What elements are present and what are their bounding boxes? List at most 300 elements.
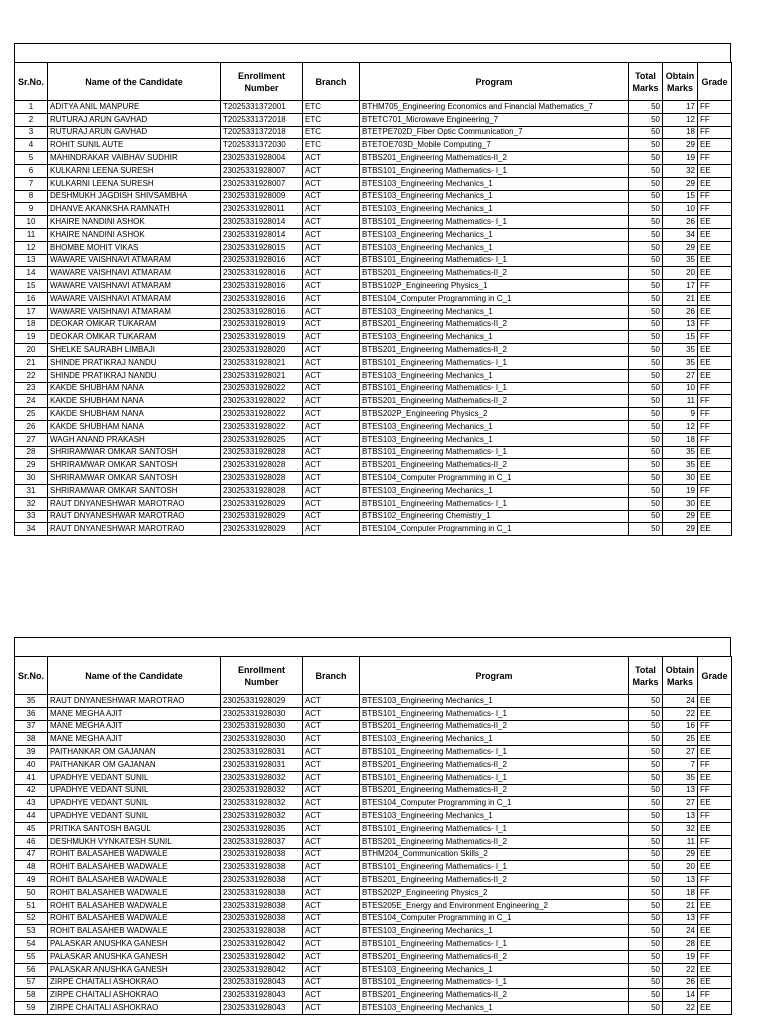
cell-obtain-marks: 25	[663, 733, 698, 746]
cell-program: BTES103_Engineering Mechanics_1	[360, 190, 629, 203]
cell-total-marks: 50	[629, 497, 663, 510]
cell-program: BTBS202P_Engineering Physics_2	[360, 886, 629, 899]
cell-sr-no: 13	[15, 254, 48, 267]
cell-program: BTBS201_Engineering Mathematics-II_2	[360, 318, 629, 331]
cell-total-marks: 50	[629, 113, 663, 126]
cell-branch: ACT	[303, 228, 360, 241]
cell-name: RAUT DNYANESHWAR MAROTRAO	[48, 497, 221, 510]
header-row	[15, 63, 732, 101]
cell-grade: FF	[698, 113, 732, 126]
cell-program: BTBS101_Engineering Mathematics- I_1	[360, 861, 629, 874]
cell-total-marks: 50	[629, 874, 663, 887]
cell-enrollment: 23025331928043	[221, 1002, 303, 1015]
cell-name: SHRIRAMWAR OMKAR SANTOSH	[48, 484, 221, 497]
table-row	[15, 356, 732, 369]
cell-name: DESHMUKH VYNKATESH SUNIL	[48, 835, 221, 848]
cell-branch: ACT	[303, 497, 360, 510]
cell-total-marks: 50	[629, 331, 663, 344]
sheet-title-bar	[14, 43, 731, 62]
cell-program: BTBS101_Engineering Mathematics- I_1	[360, 822, 629, 835]
cell-grade: EE	[698, 797, 732, 810]
cell-total-marks: 50	[629, 382, 663, 395]
cell-grade: EE	[698, 976, 732, 989]
table-row	[15, 241, 732, 254]
cell-total-marks: 50	[629, 835, 663, 848]
results-table	[14, 656, 732, 1015]
cell-enrollment: 23025331928042	[221, 938, 303, 951]
table-row	[15, 963, 732, 976]
cell-obtain-marks: 35	[663, 771, 698, 784]
results-table	[14, 62, 732, 536]
cell-sr-no: 4	[15, 139, 48, 152]
cell-grade: EE	[698, 938, 732, 951]
cell-obtain-marks: 34	[663, 228, 698, 241]
cell-sr-no: 30	[15, 472, 48, 485]
cell-name: DEOKAR OMKAR TUKARAM	[48, 331, 221, 344]
cell-sr-no: 6	[15, 164, 48, 177]
cell-branch: ACT	[303, 152, 360, 165]
cell-obtain-marks: 17	[663, 280, 698, 293]
cell-total-marks: 50	[629, 177, 663, 190]
col-total-marks: Total Marks	[629, 657, 663, 695]
table-row	[15, 835, 732, 848]
cell-obtain-marks: 30	[663, 497, 698, 510]
cell-enrollment: 23025331928028	[221, 446, 303, 459]
cell-program: BTBS201_Engineering Mathematics-II_2	[360, 989, 629, 1002]
cell-enrollment: T2025331372018	[221, 113, 303, 126]
cell-total-marks: 50	[629, 963, 663, 976]
cell-total-marks: 50	[629, 446, 663, 459]
cell-branch: ACT	[303, 886, 360, 899]
table-row	[15, 472, 732, 485]
cell-grade: EE	[698, 733, 732, 746]
cell-obtain-marks: 7	[663, 758, 698, 771]
table-row	[15, 950, 732, 963]
cell-obtain-marks: 20	[663, 861, 698, 874]
cell-sr-no: 9	[15, 203, 48, 216]
cell-total-marks: 50	[629, 758, 663, 771]
cell-obtain-marks: 12	[663, 113, 698, 126]
cell-grade: FF	[698, 152, 732, 165]
cell-grade: EE	[698, 899, 732, 912]
cell-grade: FF	[698, 382, 732, 395]
cell-grade: FF	[698, 950, 732, 963]
cell-enrollment: 23025331928016	[221, 292, 303, 305]
cell-program: BTBS202P_Engineering Physics_2	[360, 408, 629, 421]
table-row	[15, 254, 732, 267]
table-row	[15, 126, 732, 139]
cell-program: BTBS201_Engineering Mathematics-II_2	[360, 874, 629, 887]
cell-total-marks: 50	[629, 746, 663, 759]
cell-grade: EE	[698, 459, 732, 472]
cell-enrollment: 23025331928022	[221, 420, 303, 433]
cell-grade: EE	[698, 861, 732, 874]
table-row	[15, 446, 732, 459]
cell-enrollment: 23025331928009	[221, 190, 303, 203]
cell-obtain-marks: 15	[663, 190, 698, 203]
cell-obtain-marks: 18	[663, 126, 698, 139]
cell-sr-no: 59	[15, 1002, 48, 1015]
cell-program: BTHM705_Engineering Economics and Financial Mathematics_7	[360, 101, 629, 114]
cell-branch: ACT	[303, 707, 360, 720]
cell-grade: FF	[698, 318, 732, 331]
cell-obtain-marks: 19	[663, 152, 698, 165]
table-row	[15, 395, 732, 408]
cell-grade: FF	[698, 758, 732, 771]
cell-enrollment: 23025331928032	[221, 784, 303, 797]
cell-obtain-marks: 13	[663, 874, 698, 887]
cell-name: KAKDE SHUBHAM NANA	[48, 382, 221, 395]
cell-total-marks: 50	[629, 797, 663, 810]
table-row	[15, 912, 732, 925]
cell-obtain-marks: 28	[663, 938, 698, 951]
cell-total-marks: 50	[629, 523, 663, 536]
cell-program: BTES103_Engineering Mechanics_1	[360, 177, 629, 190]
cell-name: KHAIRE NANDINI ASHOK	[48, 216, 221, 229]
cell-name: WAWARE VAISHNAVI ATMARAM	[48, 254, 221, 267]
col-branch: Branch	[303, 657, 360, 695]
table-row	[15, 861, 732, 874]
cell-enrollment: 23025331928038	[221, 912, 303, 925]
cell-name: UPADHYE VEDANT SUNIL	[48, 810, 221, 823]
cell-grade: EE	[698, 267, 732, 280]
cell-obtain-marks: 27	[663, 797, 698, 810]
cell-enrollment: 23025331928007	[221, 177, 303, 190]
col-branch: Branch	[303, 63, 360, 101]
cell-obtain-marks: 20	[663, 267, 698, 280]
cell-grade: FF	[698, 810, 732, 823]
cell-program: BTBS201_Engineering Mathematics-II_2	[360, 950, 629, 963]
table-row	[15, 420, 732, 433]
col-grade: Grade	[698, 63, 732, 101]
cell-branch: ACT	[303, 720, 360, 733]
cell-program: BTBS201_Engineering Mathematics-II_2	[360, 267, 629, 280]
cell-enrollment: 23025331928030	[221, 707, 303, 720]
cell-total-marks: 50	[629, 318, 663, 331]
cell-obtain-marks: 22	[663, 707, 698, 720]
cell-program: BTBS101_Engineering Mathematics- I_1	[360, 938, 629, 951]
cell-branch: ACT	[303, 433, 360, 446]
table-row	[15, 139, 732, 152]
table-row	[15, 822, 732, 835]
cell-sr-no: 58	[15, 989, 48, 1002]
col-enrollment: Enrollment Number	[221, 63, 303, 101]
cell-branch: ACT	[303, 810, 360, 823]
cell-enrollment: 23025331928021	[221, 356, 303, 369]
table-row	[15, 989, 732, 1002]
cell-grade: EE	[698, 344, 732, 357]
cell-branch: ACT	[303, 976, 360, 989]
cell-branch: ACT	[303, 331, 360, 344]
cell-branch: ACT	[303, 446, 360, 459]
cell-branch: ACT	[303, 797, 360, 810]
cell-enrollment: 23025331928031	[221, 758, 303, 771]
cell-obtain-marks: 11	[663, 835, 698, 848]
cell-obtain-marks: 14	[663, 989, 698, 1002]
cell-total-marks: 50	[629, 510, 663, 523]
cell-enrollment: 23025331928043	[221, 976, 303, 989]
cell-name: MANE MEGHA AJIT	[48, 720, 221, 733]
cell-enrollment: 23025331928016	[221, 254, 303, 267]
cell-branch: ACT	[303, 241, 360, 254]
table-row	[15, 810, 732, 823]
cell-name: SHRIRAMWAR OMKAR SANTOSH	[48, 446, 221, 459]
cell-name: PRITIKA SANTOSH BAGUL	[48, 822, 221, 835]
cell-grade: EE	[698, 510, 732, 523]
cell-total-marks: 50	[629, 369, 663, 382]
cell-sr-no: 16	[15, 292, 48, 305]
cell-enrollment: 23025331928022	[221, 395, 303, 408]
cell-grade: EE	[698, 254, 732, 267]
cell-branch: ACT	[303, 164, 360, 177]
cell-sr-no: 1	[15, 101, 48, 114]
cell-program: BTBS102P_Engineering Physics_1	[360, 280, 629, 293]
cell-grade: EE	[698, 472, 732, 485]
cell-program: BTES103_Engineering Mechanics_1	[360, 925, 629, 938]
cell-name: PALASKAR ANUSHKA GANESH	[48, 963, 221, 976]
cell-name: SHRIRAMWAR OMKAR SANTOSH	[48, 472, 221, 485]
cell-grade: EE	[698, 356, 732, 369]
cell-grade: EE	[698, 523, 732, 536]
cell-total-marks: 50	[629, 720, 663, 733]
cell-enrollment: 23025331928028	[221, 484, 303, 497]
cell-grade: FF	[698, 484, 732, 497]
table-row	[15, 784, 732, 797]
table-row	[15, 228, 732, 241]
cell-name: ROHIT BALASAHEB WADWALE	[48, 848, 221, 861]
cell-name: PALASKAR ANUSHKA GANESH	[48, 950, 221, 963]
cell-total-marks: 50	[629, 280, 663, 293]
cell-sr-no: 5	[15, 152, 48, 165]
cell-sr-no: 8	[15, 190, 48, 203]
cell-obtain-marks: 29	[663, 523, 698, 536]
cell-sr-no: 53	[15, 925, 48, 938]
cell-branch: ACT	[303, 1002, 360, 1015]
cell-grade: EE	[698, 292, 732, 305]
cell-obtain-marks: 12	[663, 420, 698, 433]
cell-program: BTBS101_Engineering Mathematics- I_1	[360, 356, 629, 369]
cell-enrollment: 23025331928025	[221, 433, 303, 446]
cell-obtain-marks: 30	[663, 472, 698, 485]
cell-enrollment: 23025331928028	[221, 472, 303, 485]
cell-sr-no: 21	[15, 356, 48, 369]
cell-enrollment: 23025331928011	[221, 203, 303, 216]
cell-sr-no: 40	[15, 758, 48, 771]
cell-name: PAITHANKAR OM GAJANAN	[48, 746, 221, 759]
cell-total-marks: 50	[629, 420, 663, 433]
cell-name: SHELKE SAURABH LIMBAJI	[48, 344, 221, 357]
cell-branch: ACT	[303, 925, 360, 938]
cell-sr-no: 19	[15, 331, 48, 344]
cell-obtain-marks: 29	[663, 177, 698, 190]
cell-program: BTES103_Engineering Mechanics_1	[360, 241, 629, 254]
cell-obtain-marks: 19	[663, 484, 698, 497]
table-row	[15, 1002, 732, 1015]
cell-enrollment: 23025331928016	[221, 267, 303, 280]
cell-sr-no: 32	[15, 497, 48, 510]
cell-sr-no: 42	[15, 784, 48, 797]
cell-name: UPADHYE VEDANT SUNIL	[48, 771, 221, 784]
cell-sr-no: 12	[15, 241, 48, 254]
cell-total-marks: 50	[629, 810, 663, 823]
table-row	[15, 484, 732, 497]
cell-grade: EE	[698, 228, 732, 241]
cell-branch: ACT	[303, 758, 360, 771]
cell-obtain-marks: 29	[663, 139, 698, 152]
cell-total-marks: 50	[629, 989, 663, 1002]
cell-enrollment: 23025331928022	[221, 382, 303, 395]
cell-sr-no: 24	[15, 395, 48, 408]
cell-total-marks: 50	[629, 925, 663, 938]
cell-grade: FF	[698, 886, 732, 899]
cell-grade: FF	[698, 784, 732, 797]
cell-name: MAHINDRAKAR VAIBHAV SUDHIR	[48, 152, 221, 165]
cell-branch: ACT	[303, 733, 360, 746]
cell-sr-no: 50	[15, 886, 48, 899]
cell-total-marks: 50	[629, 408, 663, 421]
cell-sr-no: 2	[15, 113, 48, 126]
cell-total-marks: 50	[629, 472, 663, 485]
cell-sr-no: 47	[15, 848, 48, 861]
cell-sr-no: 35	[15, 695, 48, 708]
col-name: Name of the Candidate	[48, 63, 221, 101]
cell-total-marks: 50	[629, 695, 663, 708]
cell-obtain-marks: 32	[663, 164, 698, 177]
cell-total-marks: 50	[629, 848, 663, 861]
cell-enrollment: 23025331928038	[221, 848, 303, 861]
cell-sr-no: 37	[15, 720, 48, 733]
cell-program: BTES104_Computer Programming in C_1	[360, 797, 629, 810]
cell-name: ROHIT BALASAHEB WADWALE	[48, 925, 221, 938]
table-row	[15, 758, 732, 771]
cell-obtain-marks: 10	[663, 203, 698, 216]
cell-enrollment: 23025331928032	[221, 810, 303, 823]
cell-branch: ACT	[303, 459, 360, 472]
cell-obtain-marks: 17	[663, 101, 698, 114]
cell-grade: EE	[698, 241, 732, 254]
cell-program: BTBS101_Engineering Mathematics- I_1	[360, 497, 629, 510]
table-row	[15, 720, 732, 733]
cell-total-marks: 50	[629, 484, 663, 497]
cell-grade: FF	[698, 331, 732, 344]
cell-name: RAUT DNYANESHWAR MAROTRAO	[48, 695, 221, 708]
table-row	[15, 874, 732, 887]
cell-program: BTES104_Computer Programming in C_1	[360, 912, 629, 925]
table-row	[15, 707, 732, 720]
table-row	[15, 695, 732, 708]
cell-branch: ACT	[303, 861, 360, 874]
table-row	[15, 113, 732, 126]
cell-program: BTES103_Engineering Mechanics_1	[360, 963, 629, 976]
cell-sr-no: 29	[15, 459, 48, 472]
cell-enrollment: 23025331928021	[221, 369, 303, 382]
cell-grade: EE	[698, 746, 732, 759]
table-row	[15, 925, 732, 938]
cell-enrollment: T2025331372018	[221, 126, 303, 139]
cell-branch: ACT	[303, 746, 360, 759]
cell-total-marks: 50	[629, 190, 663, 203]
table-row	[15, 164, 732, 177]
cell-obtain-marks: 26	[663, 216, 698, 229]
cell-program: BTHM204_Communication Skills_2	[360, 848, 629, 861]
cell-program: BTES103_Engineering Mechanics_1	[360, 203, 629, 216]
cell-branch: ACT	[303, 822, 360, 835]
table-row	[15, 938, 732, 951]
cell-grade: FF	[698, 395, 732, 408]
cell-program: BTES104_Computer Programming in C_1	[360, 472, 629, 485]
table-row	[15, 523, 732, 536]
table-row	[15, 848, 732, 861]
cell-name: UPADHYE VEDANT SUNIL	[48, 797, 221, 810]
cell-program: BTBS101_Engineering Mathematics- I_1	[360, 446, 629, 459]
table-row	[15, 331, 732, 344]
table-row	[15, 382, 732, 395]
cell-name: DESHMUKH JAGDISH SHIVSAMBHA	[48, 190, 221, 203]
cell-total-marks: 50	[629, 241, 663, 254]
cell-program: BTES104_Computer Programming in C_1	[360, 523, 629, 536]
cell-enrollment: 23025331928030	[221, 733, 303, 746]
cell-grade: EE	[698, 771, 732, 784]
cell-branch: ACT	[303, 254, 360, 267]
cell-enrollment: 23025331928014	[221, 228, 303, 241]
cell-enrollment: 23025331928043	[221, 989, 303, 1002]
cell-enrollment: 23025331928038	[221, 899, 303, 912]
col-grade: Grade	[698, 657, 732, 695]
cell-program: BTBS101_Engineering Mathematics- I_1	[360, 707, 629, 720]
cell-obtain-marks: 22	[663, 1002, 698, 1015]
cell-name: ROHIT BALASAHEB WADWALE	[48, 912, 221, 925]
cell-total-marks: 50	[629, 822, 663, 835]
cell-grade: FF	[698, 912, 732, 925]
cell-enrollment: 23025331928038	[221, 874, 303, 887]
cell-grade: EE	[698, 707, 732, 720]
cell-enrollment: 23025331928004	[221, 152, 303, 165]
table-row	[15, 177, 732, 190]
cell-branch: ACT	[303, 874, 360, 887]
cell-total-marks: 50	[629, 950, 663, 963]
cell-program: BTES103_Engineering Mechanics_1	[360, 1002, 629, 1015]
cell-sr-no: 49	[15, 874, 48, 887]
cell-name: ROHIT BALASAHEB WADWALE	[48, 874, 221, 887]
cell-total-marks: 50	[629, 976, 663, 989]
cell-enrollment: 23025331928020	[221, 344, 303, 357]
cell-enrollment: 23025331928032	[221, 771, 303, 784]
sheet-title-bar	[14, 637, 731, 656]
cell-program: BTES104_Computer Programming in C_1	[360, 292, 629, 305]
cell-enrollment: 23025331928042	[221, 950, 303, 963]
col-total-marks: Total Marks	[629, 63, 663, 101]
col-enrollment: Enrollment Number	[221, 657, 303, 695]
cell-sr-no: 56	[15, 963, 48, 976]
cell-total-marks: 50	[629, 126, 663, 139]
cell-grade: FF	[698, 874, 732, 887]
cell-program: BTES205E_Energy and Environment Engineering_2	[360, 899, 629, 912]
table-row	[15, 280, 732, 293]
cell-name: WAWARE VAISHNAVI ATMARAM	[48, 267, 221, 280]
cell-branch: ACT	[303, 523, 360, 536]
cell-branch: ETC	[303, 126, 360, 139]
cell-obtain-marks: 21	[663, 899, 698, 912]
cell-branch: ACT	[303, 318, 360, 331]
table-row	[15, 216, 732, 229]
table-row	[15, 190, 732, 203]
cell-name: SHINDE PRATIKRAJ NANDU	[48, 369, 221, 382]
cell-name: DEOKAR OMKAR TUKARAM	[48, 318, 221, 331]
cell-program: BTBS101_Engineering Mathematics- I_1	[360, 216, 629, 229]
cell-total-marks: 50	[629, 459, 663, 472]
cell-sr-no: 7	[15, 177, 48, 190]
cell-enrollment: 23025331928016	[221, 305, 303, 318]
